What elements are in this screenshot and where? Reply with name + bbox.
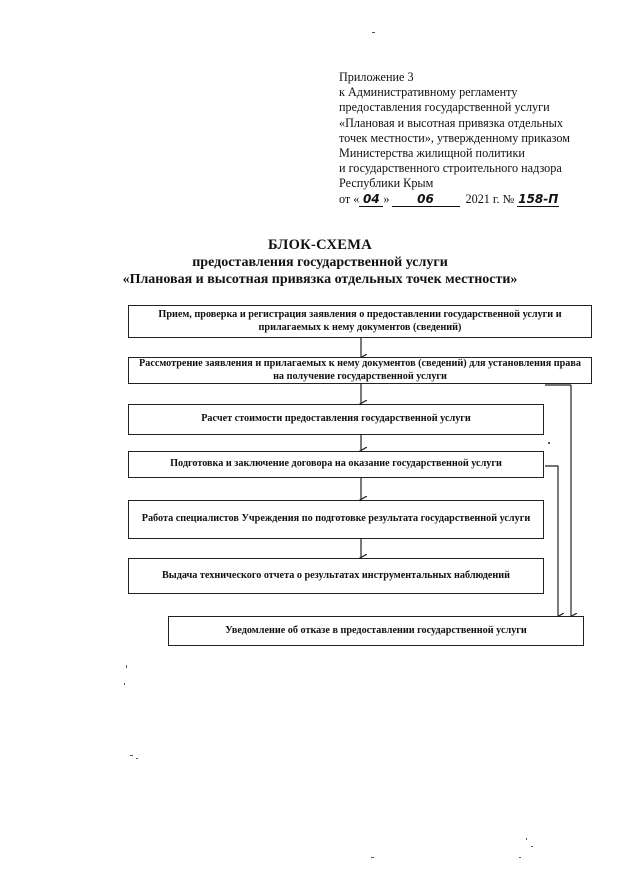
date-prefix: от « — [339, 191, 360, 206]
scan-speck — [126, 665, 127, 668]
appendix-line: предоставления государственной услуги — [339, 100, 550, 115]
title-service-name: «Плановая и высотная привязка отдельных точек местности» — [122, 272, 518, 287]
scan-speck — [136, 758, 138, 759]
appendix-line: Приложение 3 — [339, 70, 414, 84]
scan-speck — [526, 838, 527, 840]
flow-step-cost-calculation: Расчет стоимости предоставления государственной услуги — [128, 404, 544, 435]
flow-step-reception: Прием, проверка и регистрация заявления о предоставлении государственной услуги и прилагаемых к нему документов (сведений) — [128, 305, 592, 338]
scan-speck — [124, 683, 125, 685]
flow-refusal-notice: Уведомление об отказе в предоставлении государственной услуги — [168, 616, 584, 646]
scan-speck — [531, 846, 533, 847]
scan-speck — [519, 857, 521, 858]
appendix-line: Министерства жилищной политики — [339, 146, 525, 161]
order-day: 04 — [359, 193, 383, 207]
title-main: БЛОК-СХЕМА — [267, 237, 373, 253]
flow-step-specialist-work: Работа специалистов Учреждения по подготовке результата государственной услуги — [128, 500, 544, 539]
flow-step-report-issue: Выдача технического отчета о результатах инструментальных наблюдений — [128, 558, 544, 594]
appendix-line: точек местности», утвержденному приказом — [339, 130, 570, 145]
title-subtitle: предоставления государственной услуги — [192, 255, 448, 270]
arrow-step4-refusal — [545, 466, 558, 617]
order-year: 2021 г. № — [465, 191, 515, 206]
order-number: 158-П — [518, 191, 559, 206]
scan-speck — [130, 755, 133, 756]
scan-speck — [548, 442, 550, 444]
appendix-line: и государственного строительного надзора — [339, 161, 562, 176]
appendix-line: к Административному регламенту — [339, 85, 518, 100]
scan-speck — [371, 857, 374, 858]
scan-speck — [372, 32, 375, 33]
order-month: 06 — [392, 193, 460, 207]
flow-step-contract: Подготовка и заключение договора на оказание государственной услуги — [128, 451, 544, 478]
appendix-line: Республики Крым — [339, 176, 434, 191]
appendix-line: «Плановая и высотная привязка отдельных — [339, 115, 563, 130]
date-close: » — [383, 191, 390, 206]
flow-step-review: Рассмотрение заявления и прилагаемых к нему документов (сведений) для установления права на получение государственной услуги — [128, 357, 592, 384]
